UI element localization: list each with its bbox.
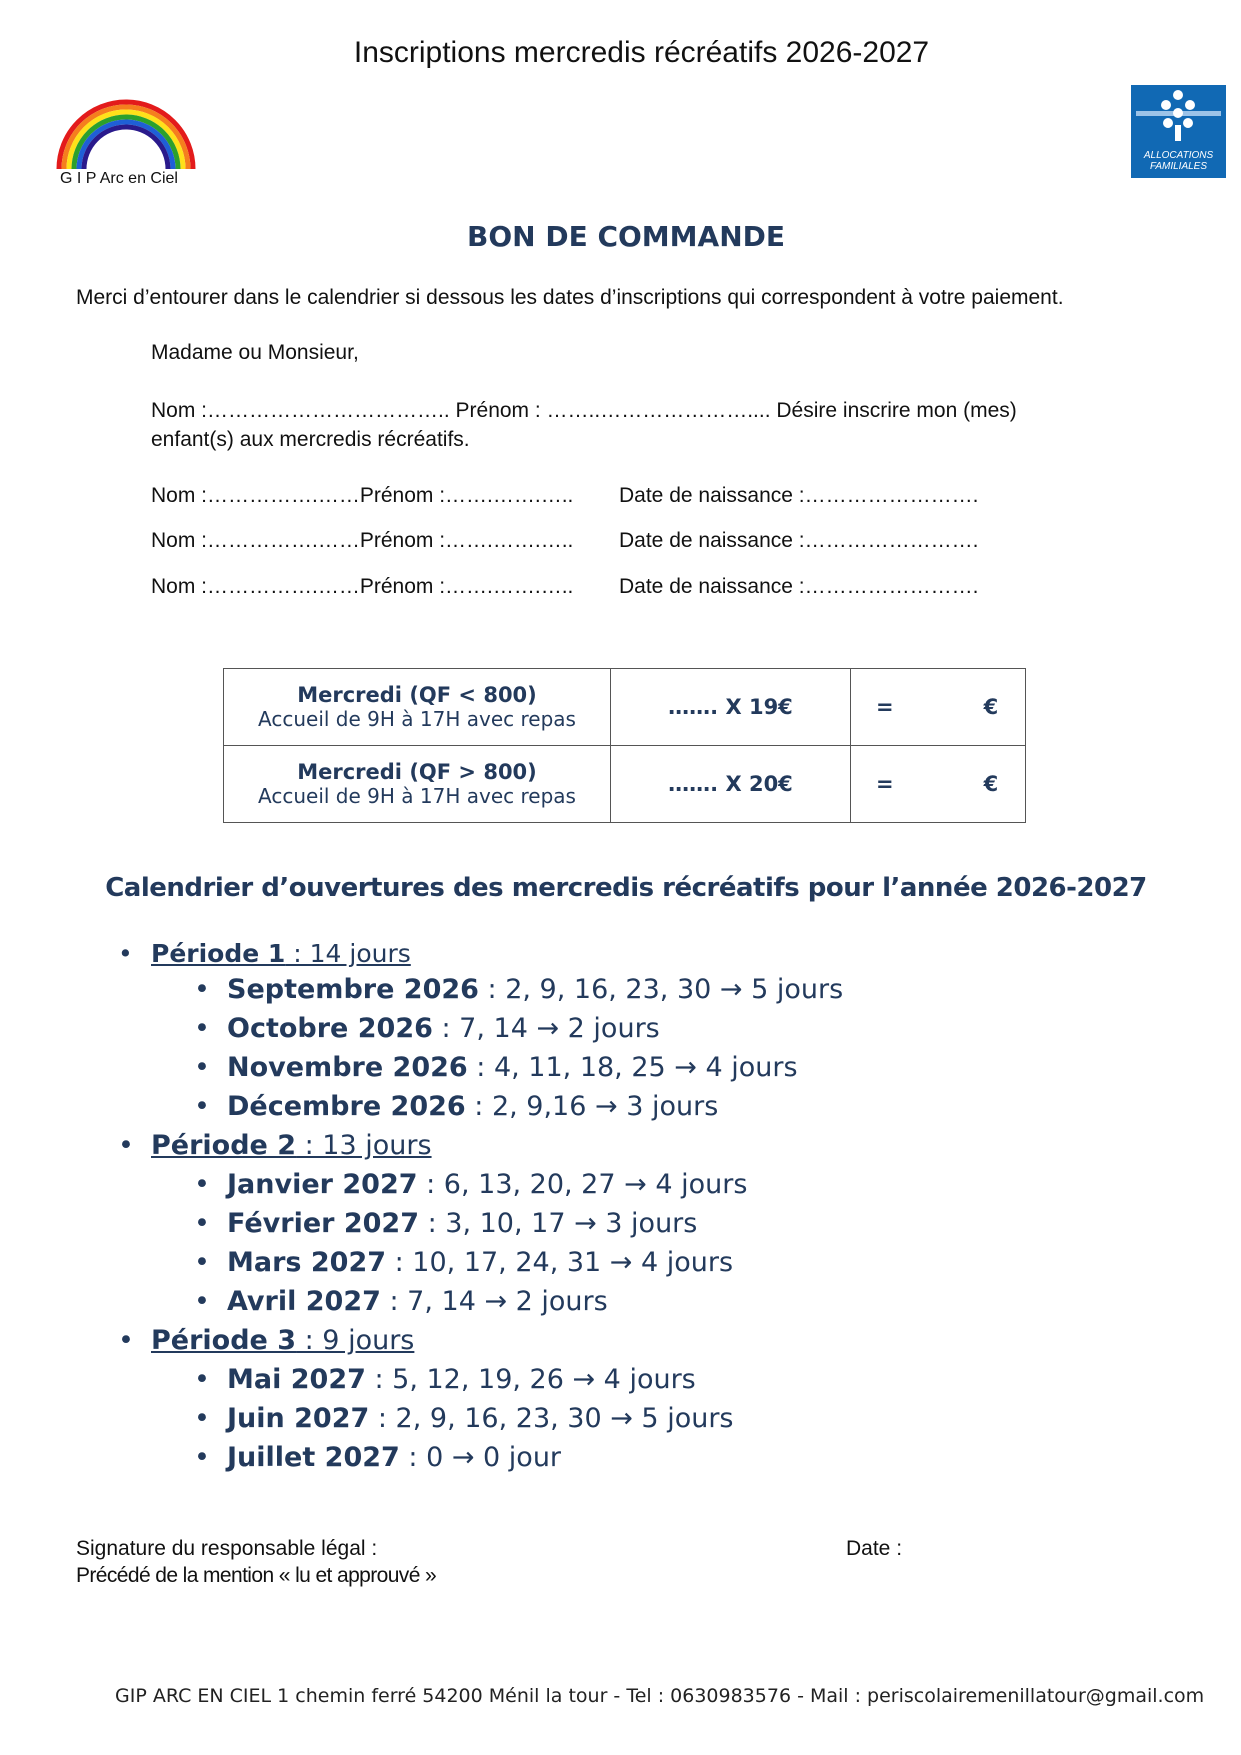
bullet-icon: • (194, 1364, 210, 1395)
month-dates[interactable]: : 2, 9,16 → 3 jours (465, 1091, 719, 1122)
equals-sign: = (876, 695, 894, 719)
logo-caption: G I P Arc en Ciel (60, 170, 178, 187)
month-item (194, 1208, 697, 1239)
month-dates[interactable]: : 2, 9, 16, 23, 30 → 5 jours (478, 974, 844, 1005)
month-name: Décembre 2026 (227, 1091, 466, 1122)
date-label: Date : (846, 1537, 903, 1560)
month-name: Novembre 2026 (227, 1052, 468, 1083)
document-title: Inscriptions mercredis récréatifs 2026-2027 (353, 36, 930, 69)
bullet-icon: • (118, 1325, 134, 1356)
child-name-field[interactable]: Nom :…………….……Prénom :…….…….….. (151, 484, 574, 507)
table-row (224, 746, 1026, 823)
child-dob-field[interactable]: Date de naissance :……………………. (619, 529, 979, 552)
table-row (224, 669, 1026, 746)
month-dates[interactable]: : 0 → 0 jour (399, 1442, 562, 1473)
total-field[interactable]: € (983, 695, 999, 719)
rate-description: Accueil de 9H à 17H avec repas (258, 707, 576, 731)
month-dates[interactable]: : 6, 13, 20, 27 → 4 jours (417, 1169, 748, 1200)
month-name: Juin 2027 (227, 1403, 370, 1434)
salutation: Madame ou Monsieur, (151, 341, 359, 364)
month-item (194, 1013, 660, 1044)
footer-contact: GIP ARC EN CIEL 1 chemin ferré 54200 Ménil la tour - Tel : 0630983576 - Mail : periscolairemenillatour@gmail.com (115, 1685, 1205, 1707)
equals-sign: = (876, 772, 894, 796)
month-item (194, 1364, 696, 1395)
period-count: : 14 jours (285, 939, 411, 968)
calendar-heading: Calendrier d’ouvertures des mercredis récréatifs pour l’année 2026-2027 (105, 873, 1147, 903)
month-item (194, 1091, 718, 1122)
child-dob-field[interactable]: Date de naissance :……………………. (619, 484, 979, 507)
period-item (118, 1130, 432, 1161)
bullet-icon: • (194, 1442, 210, 1473)
month-name: Avril 2027 (227, 1286, 381, 1317)
bullet-icon: • (194, 1169, 210, 1200)
month-item (194, 1052, 798, 1083)
rate-description: Accueil de 9H à 17H avec repas (258, 784, 576, 808)
quantity-field[interactable]: ……. X 20€ (668, 772, 793, 796)
month-name: Octobre 2026 (227, 1013, 433, 1044)
month-dates[interactable]: : 5, 12, 19, 26 → 4 jours (365, 1364, 696, 1395)
month-dates[interactable]: : 4, 11, 18, 25 → 4 jours (467, 1052, 798, 1083)
month-item (194, 1169, 747, 1200)
month-item (194, 1403, 734, 1434)
child-name-field[interactable]: Nom :…………….……Prénom :…….…….….. (151, 575, 574, 598)
period-name: Période 2 (151, 1130, 297, 1161)
month-name: Mars 2027 (227, 1247, 387, 1278)
price-table (223, 668, 1026, 823)
period-name: Période 1 (151, 939, 286, 968)
bullet-icon: • (194, 1403, 210, 1434)
period-item (118, 1325, 414, 1356)
parent-name-field[interactable]: Nom :…………………………….. Prénom : ……..………………….... Désire inscrire mon (mes) (151, 399, 1017, 422)
bullet-icon: • (194, 1091, 210, 1122)
bullet-icon: • (194, 1013, 210, 1044)
month-name: Mai 2027 (227, 1364, 366, 1395)
bullet-icon: • (194, 974, 210, 1005)
instruction-text: Merci d’entourer dans le calendrier si dessous les dates d’inscriptions qui correspondent à votre paiement. (76, 286, 1064, 309)
rainbow-logo (54, 97, 198, 169)
rate-title: Mercredi (QF < 800) (297, 683, 537, 707)
period-count: : 9 jours (296, 1325, 415, 1356)
caf-logo (1131, 85, 1226, 178)
month-name: Septembre 2026 (227, 974, 479, 1005)
month-dates[interactable]: : 7, 14 → 2 jours (432, 1013, 660, 1044)
period-item (118, 939, 411, 968)
family-figures-icon (1131, 85, 1226, 145)
bullet-icon: • (194, 1247, 210, 1278)
bullet-icon: • (118, 1130, 134, 1161)
month-name: Janvier 2027 (227, 1169, 418, 1200)
bullet-icon: • (194, 1286, 210, 1317)
bullet-icon: • (118, 939, 133, 968)
month-item (194, 1286, 608, 1317)
month-item (194, 1247, 733, 1278)
order-form-heading: BON DE COMMANDE (467, 220, 785, 253)
month-dates[interactable]: : 3, 10, 17 → 3 jours (419, 1208, 698, 1239)
period-name: Période 3 (151, 1325, 297, 1356)
bullet-icon: • (194, 1052, 210, 1083)
total-field[interactable]: € (983, 772, 999, 796)
month-dates[interactable]: : 2, 9, 16, 23, 30 → 5 jours (369, 1403, 734, 1434)
month-name: Juillet 2027 (227, 1442, 400, 1473)
child-name-field[interactable]: Nom :…………….……Prénom :…….…….….. (151, 529, 574, 552)
month-name: Février 2027 (227, 1208, 420, 1239)
signature-mention: Précédé de la mention « lu et approuvé » (76, 1564, 437, 1587)
month-dates[interactable]: : 10, 17, 24, 31 → 4 jours (386, 1247, 734, 1278)
quantity-field[interactable]: ……. X 19€ (668, 695, 793, 719)
month-item (194, 974, 843, 1005)
rate-title: Mercredi (QF > 800) (297, 760, 537, 784)
parent-line-continuation: enfant(s) aux mercredis récréatifs. (151, 428, 470, 451)
bullet-icon: • (194, 1208, 210, 1239)
caf-label: ALLOCATIONS FAMILIALES (1143, 150, 1214, 172)
month-dates[interactable]: : 7, 14 → 2 jours (380, 1286, 608, 1317)
month-item (194, 1442, 561, 1473)
period-count: : 13 jours (296, 1130, 432, 1161)
signature-label: Signature du responsable légal : (76, 1537, 378, 1560)
child-dob-field[interactable]: Date de naissance :……………………. (619, 575, 979, 598)
